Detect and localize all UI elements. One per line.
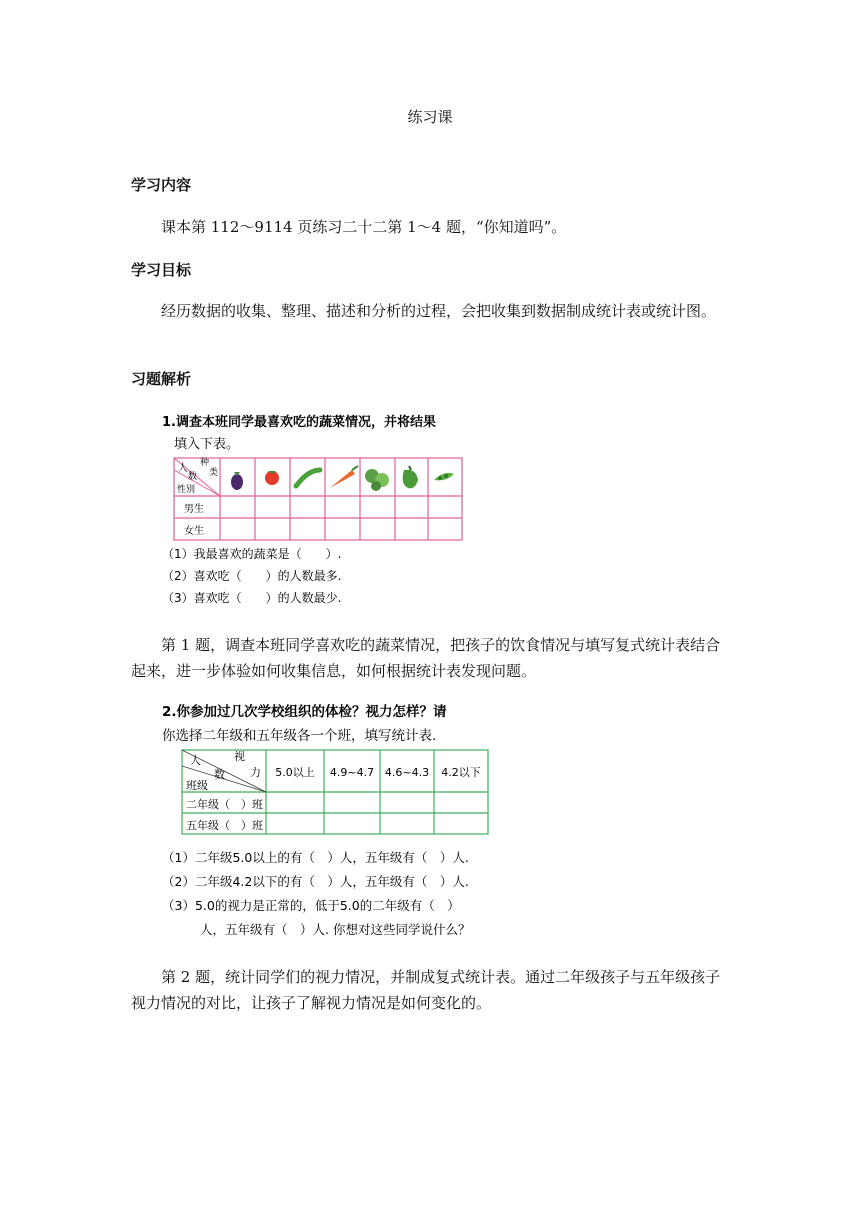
exercise2-prompt-line1: 2.你参加过几次学校组织的体检？视力怎样？请: [162, 704, 447, 720]
carrot-icon: [330, 466, 358, 488]
pepper-icon: [403, 466, 418, 488]
exercise2-header-li: 力: [250, 766, 261, 779]
content-heading: 学习内容: [131, 176, 192, 194]
exercise1-row-boys: 男生: [184, 504, 204, 515]
pea-pod-icon: [434, 473, 454, 481]
analysis-heading: 习题解析: [131, 370, 192, 388]
page-title: 练习课: [407, 108, 453, 126]
exercise2-column-1: 5.0以上: [275, 766, 315, 779]
exercise2-row-grade2: 二年级（ ）班: [186, 798, 263, 811]
exercise1-note: 第 1 题，调查本班同学喜欢吃的蔬菜情况，把孩子的饮食情况与填写复式统计表结合起来，进一步体验如何收集信息，如何根据统计表发现问题。: [131, 636, 721, 680]
exercise1-header-gender: 性别: [177, 485, 196, 495]
exercise2-question-1: （1）二年级5.0以上的有（ ）人，五年级有（ ）人.: [162, 850, 469, 865]
exercise2-header-ren: 人: [190, 754, 201, 767]
exercise1-header-lei: 类: [209, 468, 219, 478]
exercise1-question-2: （2）喜欢吃（ ）的人数最多.: [162, 569, 342, 583]
exercise1-prompt-line2: 填入下表。: [174, 437, 240, 452]
exercise2-prompt-line2: 你选择二年级和五年级各一个班，填写统计表.: [162, 728, 437, 744]
exercise1-row-girls: 女生: [184, 526, 204, 537]
exercise1-question-3: （3）喜欢吃（ ）的人数最少.: [162, 591, 342, 605]
goal-heading: 学习目标: [131, 261, 192, 279]
exercise2-column-2: 4.9~4.7: [329, 766, 375, 779]
exercise2-figure: [160, 698, 510, 942]
exercise1-header-shu: 数: [188, 472, 198, 482]
exercise2-question-3: （3）5.0的视力是正常的，低于5.0的二年级有（ ）: [162, 898, 460, 913]
exercise1-header-zhong: 种: [200, 458, 210, 468]
exercise1-figure: [160, 408, 470, 608]
cabbage-icon: [365, 469, 389, 491]
exercise2-question-2: （2）二年级4.2以下的有（ ）人，五年级有（ ）人.: [162, 874, 469, 889]
green-bean-icon: [296, 470, 320, 486]
exercise2-column-3: 4.6~4.3: [384, 766, 430, 779]
exercise2-column-4: 4.2以下: [441, 766, 481, 779]
eggplant-icon: [231, 472, 243, 490]
exercise2-header-shi: 视: [234, 750, 245, 763]
exercise1-question-1: （1）我最喜欢的蔬菜是（ ）.: [162, 547, 342, 561]
exercise1-prompt-line1: 1.调查本班同学最喜欢吃的蔬菜情况，并将结果: [162, 415, 436, 430]
exercise2-header-class: 班级: [186, 779, 208, 792]
exercise2-header-shu: 数: [214, 768, 225, 781]
tomato-icon: [265, 471, 279, 485]
goal-text: 经历数据的收集、整理、描述和分析的过程，会把收集到数据制成统计表或统计图。: [161, 302, 717, 320]
exercise2-row-grade5: 五年级（ ）班: [186, 819, 263, 832]
exercise2-question-3-cont: 人，五年级有（ ）人. 你想对这些同学说什么？: [200, 922, 471, 937]
exercise2-note: 第 2 题，统计同学们的视力情况，并制成复式统计表。通过二年级孩子与五年级孩子视力情况的对比，让孩子了解视力情况是如何变化的。: [131, 968, 721, 1012]
exercise1-header-ren: 人: [178, 463, 188, 474]
content-text: 课本第 112～9114 页练习二十二第 1～4 题，“你知道吗”。: [161, 218, 567, 236]
